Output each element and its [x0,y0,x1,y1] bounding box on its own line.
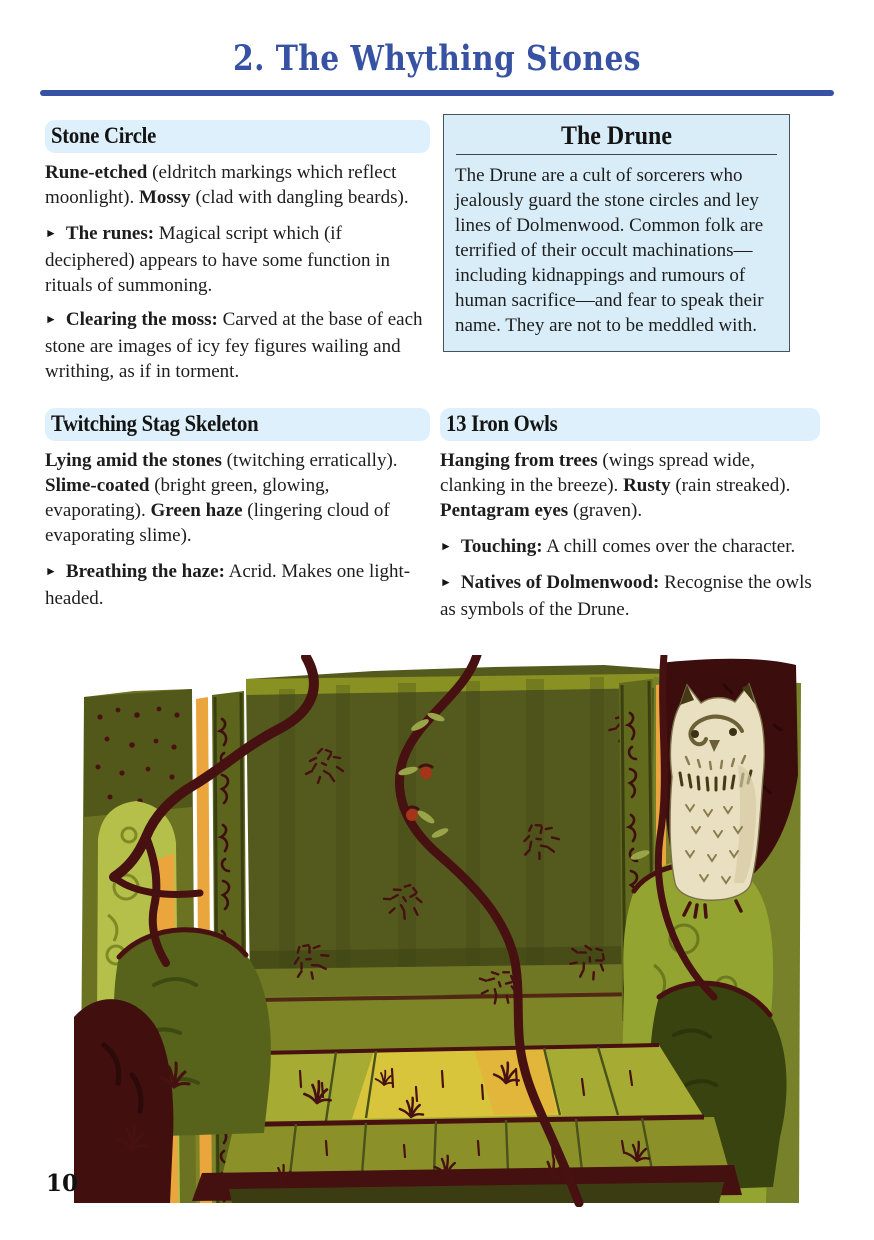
bullet-arrow-icon: ► [440,575,452,590]
iron-owls-intro [440,448,820,523]
owl [670,684,764,917]
lead-rune-etched: Rune-etched [45,162,148,184]
section-stag-skeleton [45,408,430,620]
bullet-arrow-icon: ► [45,312,57,327]
lead-touching: Touching: [460,536,543,558]
lead-green-haze: Green haze [150,500,243,522]
owl-eye-right [729,728,737,736]
text: (wings spread wide, clanking in the breeze). [440,450,755,497]
lead-pentagram-eyes: Pentagram eyes [440,500,569,522]
text: (graven). [568,500,643,522]
drune-box-body: The Drune are a cult of sorcerers who jealously guard the stone circles and ley lines of Dolmenwood. Common folk are terrified of their occult machinations—including kidnappings and rumours of human sacrifice—and fear to speak their name. They are not to be meddled with. [455,164,764,336]
stone-circle-bullet-moss [45,307,430,384]
heading-band-iron-owls [440,408,820,441]
heading-band-stag-skeleton [45,408,430,441]
text: (eldritch markings which reflect moonlight). [45,162,397,209]
heading-band-stone-circle [45,120,430,153]
text: Acrid. Makes one light-headed. [45,561,411,610]
heading-stone-circle: Stone Circle [51,123,157,148]
section-iron-owls [440,408,820,631]
lead-breathing-haze: Breathing the haze: [65,561,225,583]
lead-mossy: Mossy [138,187,191,209]
text: (rain streaked). [670,475,791,497]
title-rule [40,90,834,96]
bullet-arrow-icon: ► [45,564,57,579]
drune-box-rule [456,154,777,155]
iron-owls-bullet-touching [440,534,820,561]
page-number: 10 [46,1170,79,1197]
lead-lying-amid: Lying amid the stones [45,450,222,472]
text: Magical script which (if deciphered) appears to have some function in rituals of summoning. [45,223,391,297]
lead-hanging: Hanging from trees [440,450,598,472]
bullet-arrow-icon: ► [440,539,452,554]
lead-rusty: Rusty [623,475,671,497]
stone-circle-intro [45,160,430,210]
iron-owls-bullet-natives [440,570,820,622]
stone-circle-bullet-runes [45,221,430,298]
section-stone-circle [45,120,430,393]
heading-iron-owls: 13 Iron Owls [446,411,558,436]
text: Carved at the base of each stone are images of icy fey figures wailing and writhing, as if in torment. [45,309,423,383]
text: (twitching erratically). [221,450,398,472]
text: (bright green, glowing, evaporating). [45,475,330,522]
platform-slabs [192,1045,742,1203]
heading-stag-skeleton: Twitching Stag Skeleton [51,411,259,436]
drune-info-box [443,114,790,352]
drune-box-title: The Drune [561,121,672,150]
owl-eye-left [691,730,699,738]
stag-skeleton-intro [45,448,430,548]
lead-the-runes: The runes: [65,223,155,245]
lead-natives: Natives of Dolmenwood: [460,572,660,594]
text: Recognise the owls as symbols of the Drune. [440,572,812,621]
stone-circle-illustration [74,655,802,1207]
text: (lingering cloud of evaporating slime). [45,500,390,547]
stag-skeleton-bullet-haze [45,559,430,611]
bullet-arrow-icon: ► [45,226,57,241]
page-title [0,40,874,79]
lead-slime-coated: Slime-coated [45,475,150,497]
page-title-text: 2. The Whything Stones [232,38,641,79]
lead-clearing-the-moss: Clearing the moss: [65,309,218,331]
text: (clad with dangling beards). [190,187,409,209]
text: A chill comes over the character. [542,536,796,558]
